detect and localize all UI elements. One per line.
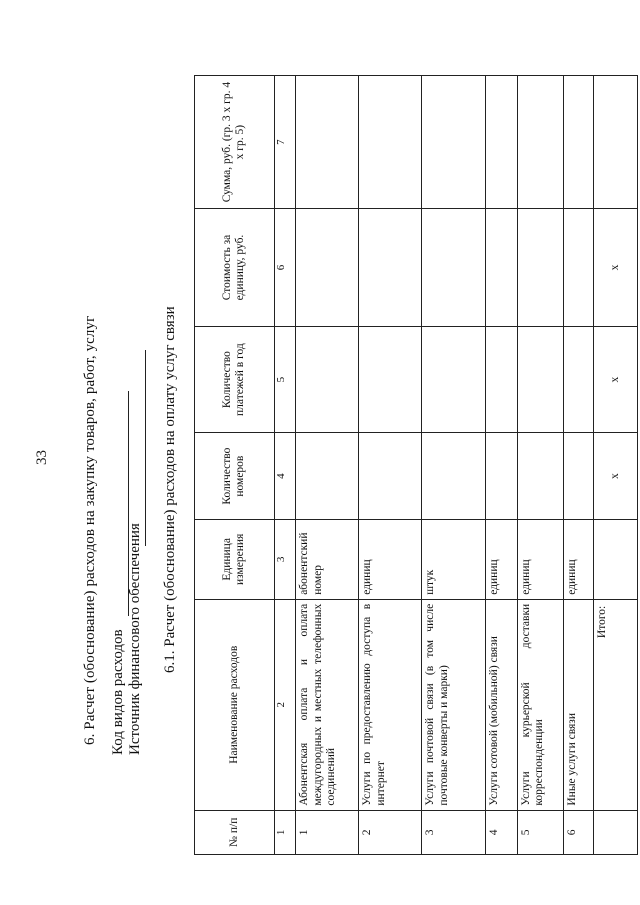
- payments-cell: [517, 326, 563, 433]
- cost-cell: [564, 209, 594, 327]
- sum-cell: [485, 76, 517, 209]
- expense-code-label: Код видов расходов: [110, 629, 126, 755]
- page-number: 33: [34, 450, 50, 465]
- cost-cell: [296, 209, 359, 327]
- cost-cell: [517, 209, 563, 327]
- total-sum-cell: [593, 76, 637, 209]
- communication-costs-table: [194, 75, 638, 855]
- row-number: 2: [359, 810, 422, 854]
- total-unit-cell: [593, 519, 637, 599]
- header-sum: Сумма, руб. (гр. 3 х гр. 4 х гр. 5): [195, 76, 275, 209]
- funding-source-label: Источник финансового обеспечения: [127, 523, 143, 755]
- column-number: 1: [274, 810, 295, 854]
- section-heading: 6. Расчет (обоснование) расходов на закупку товаров, работ, услуг: [82, 315, 98, 745]
- unit-cell: единиц: [359, 519, 422, 599]
- count-cell: [296, 433, 359, 520]
- table-row: [485, 76, 517, 855]
- count-cell: [564, 433, 594, 520]
- count-cell: [517, 433, 563, 520]
- row-number: 6: [564, 810, 594, 854]
- header-count-numbers: Количество номеров: [195, 433, 275, 520]
- unit-cell: единиц: [485, 519, 517, 599]
- column-number: 7: [274, 76, 295, 209]
- payments-cell: [296, 326, 359, 433]
- table-row: [296, 76, 359, 855]
- column-number: 4: [274, 433, 295, 520]
- cost-cell: [485, 209, 517, 327]
- column-number: 6: [274, 209, 295, 327]
- sum-cell: [517, 76, 563, 209]
- column-number: 3: [274, 519, 295, 599]
- payments-cell: [422, 326, 485, 433]
- row-number: 5: [517, 810, 563, 854]
- sum-cell: [359, 76, 422, 209]
- expense-name: Услуги курьерской доставки корреспонденции: [517, 599, 563, 810]
- total-payments-mark: х: [593, 326, 637, 433]
- column-number: 5: [274, 326, 295, 433]
- header-unit-cost: Стоимость за единицу, руб.: [195, 209, 275, 327]
- count-cell: [485, 433, 517, 520]
- row-number: 3: [422, 810, 485, 854]
- expense-name: Услуги почтовой связи (в том числе почтовые конверты и марки): [422, 599, 485, 810]
- column-number-row: [274, 76, 295, 855]
- cost-cell: [422, 209, 485, 327]
- table-row: [359, 76, 422, 855]
- total-cost-mark: х: [593, 209, 637, 327]
- expense-name: Иные услуги связи: [564, 599, 594, 810]
- cost-cell: [359, 209, 422, 327]
- unit-cell: единиц: [564, 519, 594, 599]
- row-number: 1: [296, 810, 359, 854]
- total-row: [593, 76, 637, 855]
- expense-name: Абонентская оплата и оплата междугородных и местных телефонных соединений: [296, 599, 359, 810]
- total-empty-cell: [593, 810, 637, 854]
- count-cell: [422, 433, 485, 520]
- payments-cell: [485, 326, 517, 433]
- sum-cell: [422, 76, 485, 209]
- header-unit: Единица измерения: [195, 519, 275, 599]
- unit-cell: штук: [422, 519, 485, 599]
- table-header-row: [195, 76, 275, 855]
- table-row: [564, 76, 594, 855]
- unit-cell: абонентский номер: [296, 519, 359, 599]
- expense-name: Услуги сотовой (мобильной) связи: [485, 599, 517, 810]
- expense-name: Услуги по предоставлению доступа в интернет: [359, 599, 422, 810]
- total-count-mark: х: [593, 433, 637, 520]
- header-num: № п/п: [195, 810, 275, 854]
- total-label: Итого:: [593, 599, 637, 810]
- table-row: [422, 76, 485, 855]
- header-payments-per-year: Количество платежей в год: [195, 326, 275, 433]
- payments-cell: [359, 326, 422, 433]
- funding-source-field-line: [145, 350, 146, 546]
- row-number: 4: [485, 810, 517, 854]
- sum-cell: [296, 76, 359, 209]
- subsection-heading: 6.1. Расчет (обоснование) расходов на оплату услуг связи: [162, 306, 178, 673]
- payments-cell: [564, 326, 594, 433]
- unit-cell: единиц: [517, 519, 563, 599]
- header-name: Наименование расходов: [195, 599, 275, 810]
- column-number: 2: [274, 599, 295, 810]
- count-cell: [359, 433, 422, 520]
- table-row: [517, 76, 563, 855]
- sum-cell: [564, 76, 594, 209]
